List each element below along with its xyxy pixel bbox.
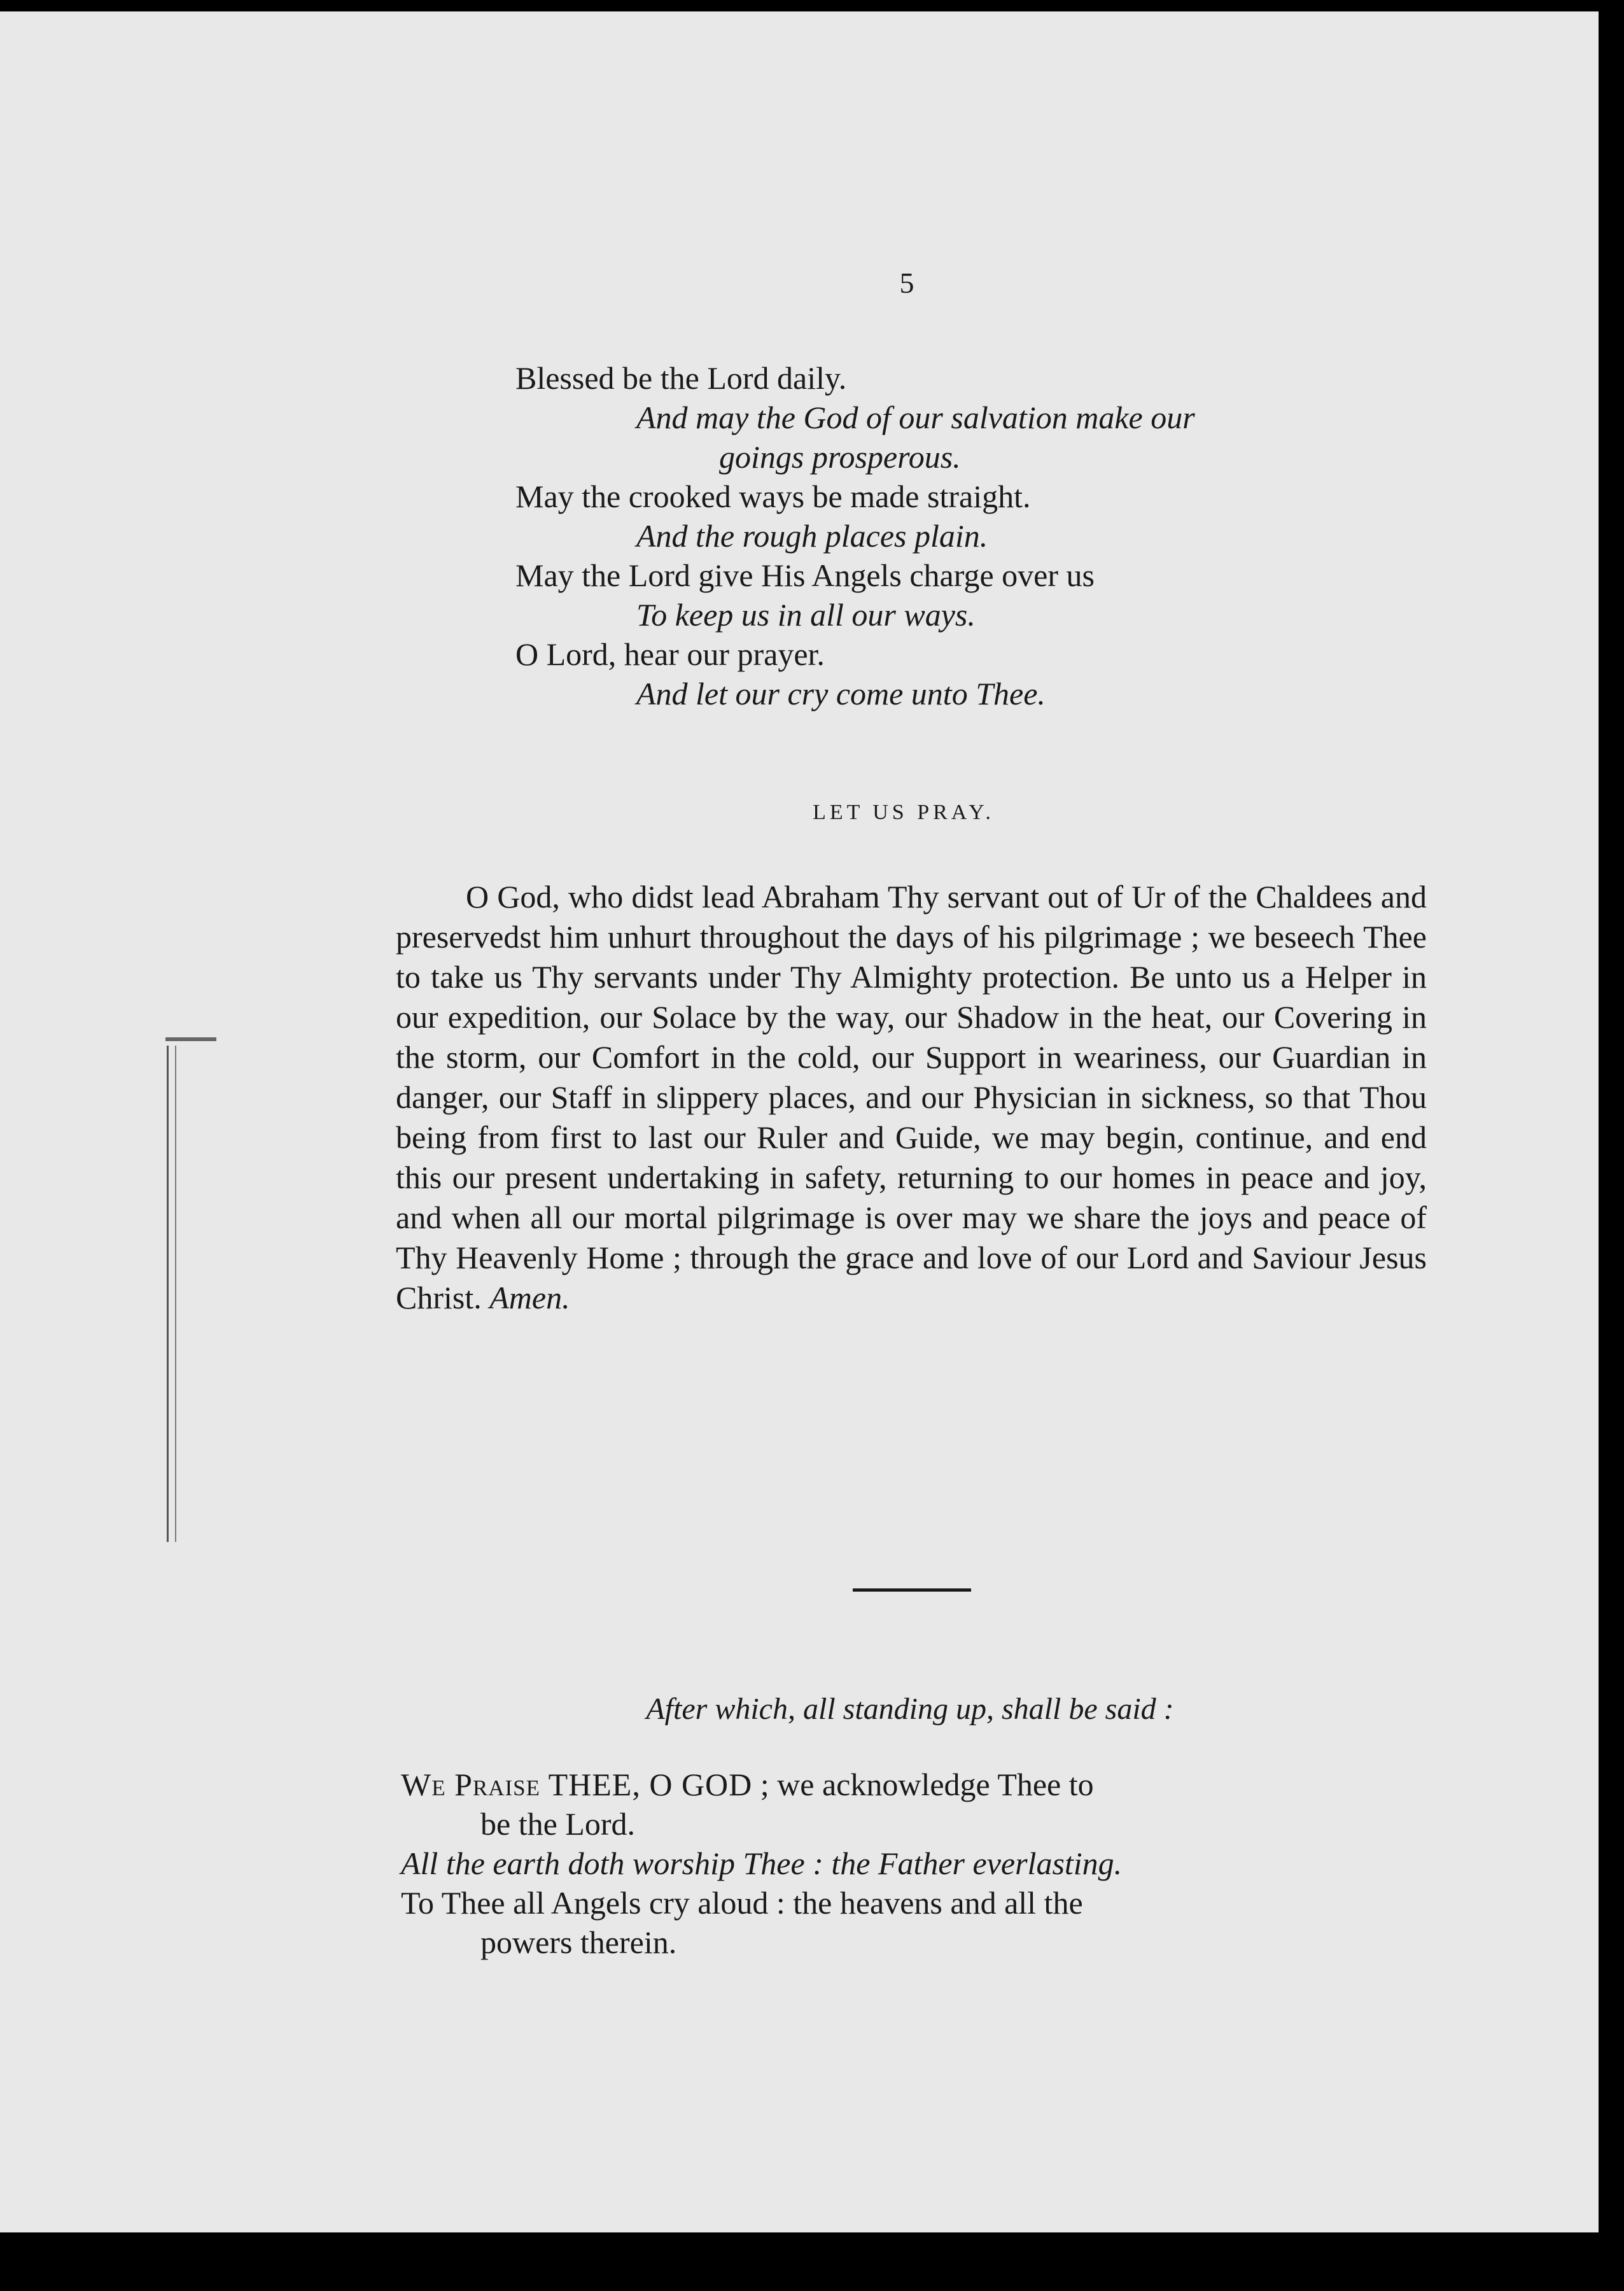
hymn-line [401,1765,1429,1804]
rubric-instruction: After which, all standing up, shall be said : [646,1692,1174,1726]
response-line: And let our cry come unto Thee. [636,676,1046,711]
hymn-response-line: All the earth doth worship Thee : the Father everlasting. [401,1846,1123,1881]
hymn-incipit: We Praise THEE, O GOD [401,1767,753,1802]
te-deum-block [401,1765,1429,1962]
prayer-paragraph [396,877,1427,1318]
margin-rule [167,1046,176,1542]
hymn-line: To Thee all Angels cry aloud : the heavens and all the [401,1885,1083,1921]
page-number: 5 [899,267,914,299]
document-page [0,11,1599,2232]
hymn-line-continued: powers therein. [480,1924,677,1960]
response-line: And the rough places plain. [636,518,988,554]
response-line-continued: goings prosperous. [719,439,961,475]
prayer-amen: Amen. [489,1280,570,1315]
response-line: And may the God of our salvation make our [636,400,1195,435]
prayer-heading: LET US PRAY. [813,801,995,824]
versicle-line: O Lord, hear our prayer. [515,636,825,672]
versicle-line: Blessed be the Lord daily. [515,360,847,396]
versicle-line: May the crooked ways be made straight. [515,479,1031,514]
versicle-line: May the Lord give His Angels charge over us [515,557,1095,593]
hymn-line-continued: be the Lord. [480,1806,635,1842]
hymn-line-text: ; we acknowledge Thee to [760,1767,1094,1802]
section-divider [853,1588,971,1592]
response-line: To keep us in all our ways. [636,597,976,633]
versicles-block [515,358,1432,713]
prayer-text: O God, who didst lead Abraham Thy servant out of Ur of the Chaldees and preservedst him unhurt throughout the days of his pilgrimage ; we beseech Thee to take us Thy servants under Thy Almighty protection. Be unto us a Helper in our expedition, our Solace by the way, our Shadow in the heat, our Covering in the storm, our Comfort in the cold, our Support in weariness, our Guardian in danger, our Staff in slippery places, and our Physician in sickness, so that Thou being from first to last our Ruler and Guide, we may begin, continue, and end this our present undertaking in safety, returning to our homes in peace and joy, and when all our mortal pilgrimage is over may we share the joys and peace of Thy Heavenly Home ; through the grace and love of our Lord and Saviour Jesus Christ. [396,879,1427,1315]
margin-mark [165,1037,216,1041]
